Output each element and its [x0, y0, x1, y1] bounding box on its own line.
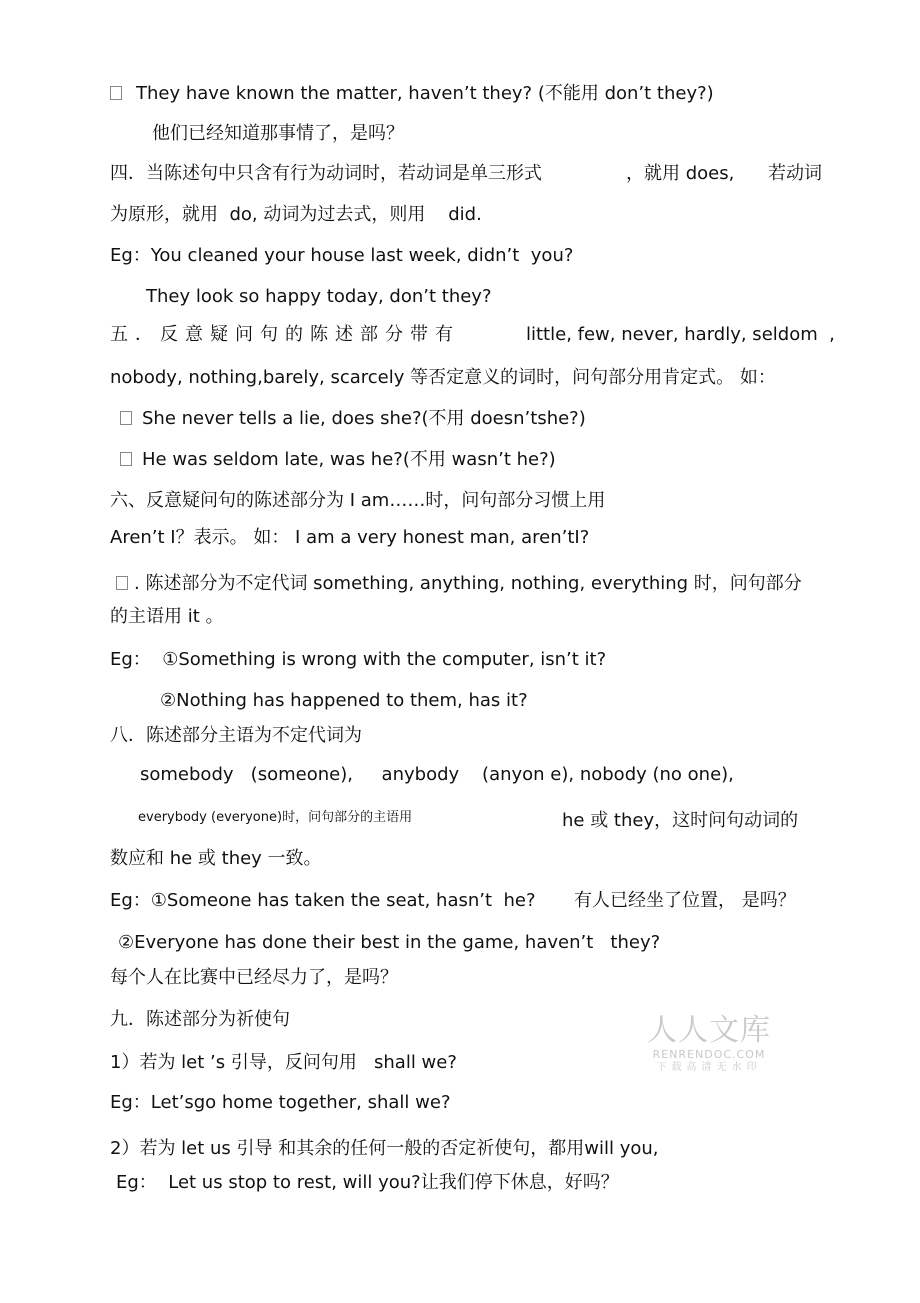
example-line: She never tells a lie, does she?(不用 doesn’tshe?) [120, 407, 586, 431]
example-line: Eg： ①Something is wrong with the computer, isn’t it? [110, 649, 607, 670]
rule-eight-pronouns: somebody (someone), anybody (anyon e), nobody (no one), [140, 764, 734, 785]
rule-nine-heading: 九．陈述部分为祈使句 [110, 1009, 290, 1030]
missing-glyph-box-icon [116, 576, 128, 590]
missing-glyph-box-icon [120, 411, 132, 425]
example-line: He was seldom late, was he?(不用 wasn’t he?) [120, 448, 556, 472]
rule-six-heading: 六、反意疑问句的陈述部分为 I am……时，问句部分习惯上用 [110, 490, 606, 511]
rule-eight-body: 数应和 he 或 they 一致。 [110, 848, 322, 869]
missing-glyph-box-icon [120, 452, 132, 466]
rule-five-body: nobody, nothing,barely, scarcely 等否定意义的词时，问句部分用肯定式。 如： [110, 367, 776, 388]
example-line: Eg：You cleaned your house last week, didn’t you? [110, 245, 574, 266]
rule-six-body: Aren’t I？表示。 如： I am a very honest man, aren’tI? [110, 527, 590, 548]
example-line: They have known the matter, haven’t they? (不能用 don’t they?) [110, 82, 714, 106]
example-line: Eg：Let’sgo home together, shall we? [110, 1092, 451, 1113]
rule-nine-sub1: 1）若为 let ’s 引导，反问句用 shall we? [110, 1052, 457, 1073]
rule-five-heading-part2: little, few, never, hardly, seldom , [526, 324, 835, 345]
rule-eight-heading: 八．陈述部分主语为不定代词为 [110, 725, 362, 746]
missing-glyph-box-icon [110, 86, 122, 100]
example-line: Eg：①Someone has taken the seat, hasn’t he? [110, 890, 536, 911]
watermark-title: 人人文库 [647, 1013, 771, 1048]
rule-nine-sub2: 2）若为 let us 引导 和其余的任何一般的否定祈使句，都用will you, [110, 1138, 659, 1159]
watermark-caption: 下载高清无水印 [656, 1062, 762, 1073]
translation-line: 有人已经坐了位置， 是吗？ [574, 890, 796, 911]
rule-five-heading-part1: 五．反意疑问句的陈述部分带有 [110, 324, 460, 345]
rule-four-heading-part2: ，就用 does, [626, 163, 735, 184]
rule-eight-note-cont: he 或 they，这时问句动词的 [562, 810, 799, 831]
watermark-site: RENRENDOC.COM [652, 1048, 766, 1061]
rule-four-heading-part3: 若动词 [768, 163, 822, 184]
example-line: They look so happy today, don’t they? [146, 286, 492, 307]
watermark-logo [646, 1014, 772, 1074]
rule-seven-heading: . 陈述部分为不定代词 something, anything, nothing, everything 时，问句部分 [116, 572, 802, 596]
rule-seven-body: 的主语用 it 。 [110, 606, 224, 627]
translation-line: 他们已经知道那事情了，是吗？ [152, 123, 404, 144]
example-line: ②Everyone has done their best in the game, haven’t they? [118, 932, 661, 953]
example-line: Eg： Let us stop to rest, will you?让我们停下休息，好吗？ [116, 1172, 619, 1193]
rule-eight-note: everybody (everyone)时，问句部分的主语用 [138, 810, 413, 825]
translation-line: 每个人在比赛中已经尽力了，是吗？ [110, 967, 398, 988]
example-line: ②Nothing has happened to them, has it? [160, 690, 528, 711]
rule-four-heading-part1: 四．当陈述句中只含有行为动词时，若动词是单三形式 [110, 163, 542, 184]
rule-four-body: 为原形，就用 do, 动词为过去式，则用 did. [110, 204, 482, 225]
